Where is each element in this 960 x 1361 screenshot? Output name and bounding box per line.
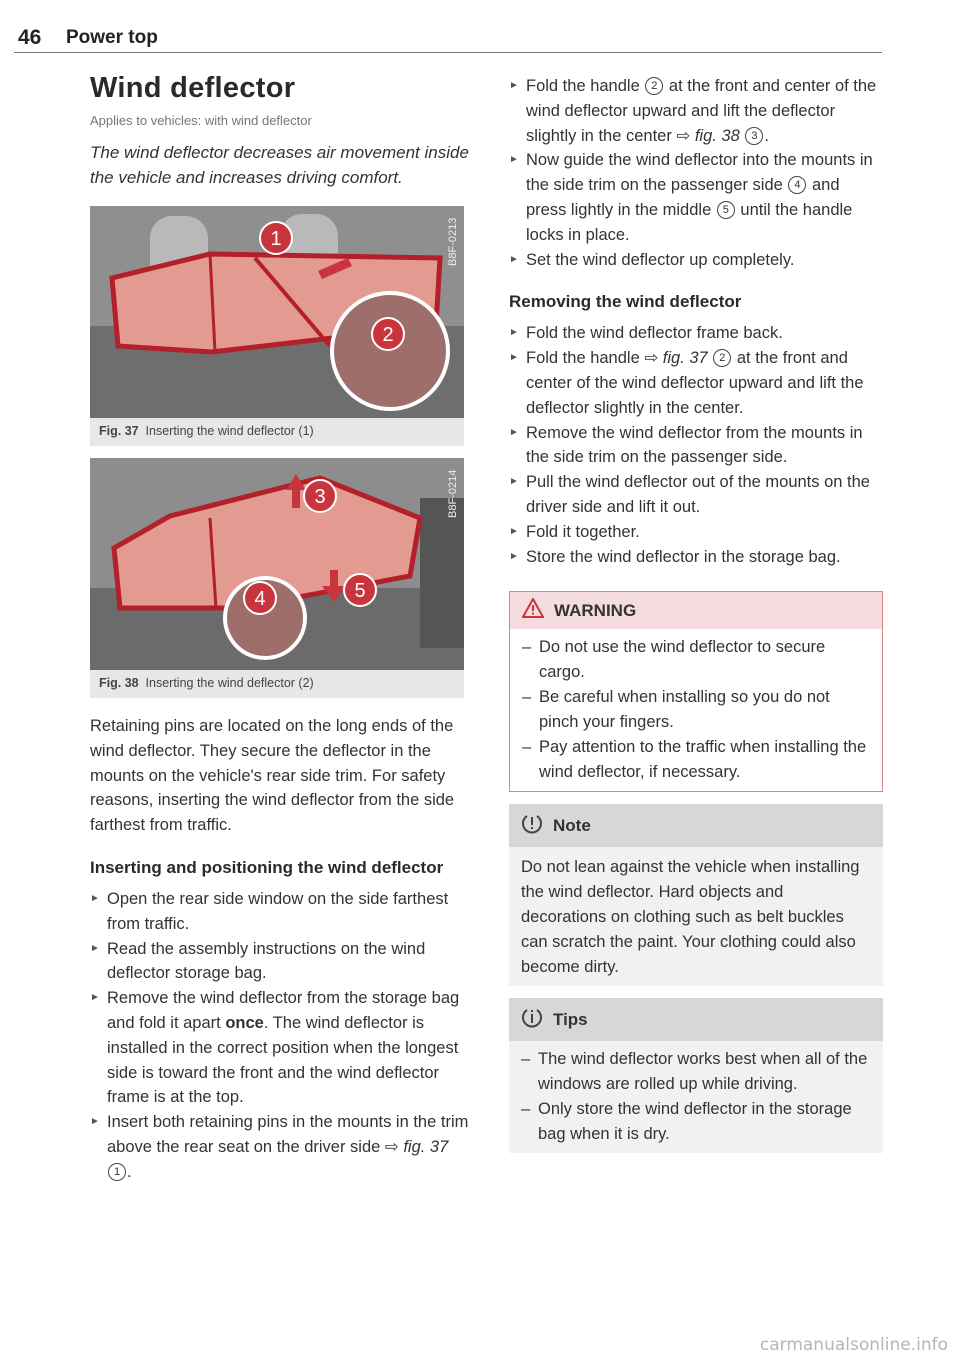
callout-1: 1 xyxy=(270,228,282,250)
list-item: ► Fold the wind deflector frame back. xyxy=(509,321,883,346)
applies-to-note: Applies to vehicles: with wind deflector xyxy=(90,113,312,128)
warning-list xyxy=(522,635,870,785)
callout-3: 3 xyxy=(314,486,326,508)
callout-2: 2 xyxy=(382,324,394,346)
figure-38-illustration xyxy=(90,458,464,670)
callout-4: 4 xyxy=(254,588,266,610)
figure-caption-text: Inserting the wind deflector (2) xyxy=(145,676,314,690)
exclamation-circle-icon xyxy=(521,812,543,839)
note-text: Do not lean against the vehicle when installing the wind deflector. Hard objects and decorations on clothing such as belt buckles can scratch the paint. Your clothing could also become dirty. xyxy=(521,858,860,977)
list-item: ► Open the rear side window on the side farthest from traffic. xyxy=(90,887,470,937)
figure-37 xyxy=(90,206,464,446)
note-box xyxy=(509,804,883,986)
inserting-heading: Inserting and positioning the wind deflector xyxy=(90,857,444,877)
list-item: ► Fold it together. xyxy=(509,520,883,545)
figure-code: B8F-0214 xyxy=(447,469,459,518)
figure-caption-text: Inserting the wind deflector (1) xyxy=(145,424,314,438)
list-item: ► Insert both retaining pins in the mounts in the trim above the rear seat on the driver side ⇨ fig. 37 1 . xyxy=(90,1110,470,1184)
note-title: Note xyxy=(553,815,591,835)
warning-header xyxy=(510,592,882,629)
tips-title: Tips xyxy=(553,1009,588,1029)
body-paragraph: Retaining pins are located on the long ends of the wind deflector. They secure the deflector in the mounts on the vehicle's rear side trim. For safety reasons, inserting the wind deflector from the side farthest from traffic. xyxy=(90,717,455,835)
list-item: – Only store the wind deflector in the storage bag when it is dry. xyxy=(521,1097,871,1147)
tips-header xyxy=(509,998,883,1041)
figure-reference-link: fig. 37 xyxy=(662,349,708,368)
inserting-steps-continued xyxy=(509,74,883,272)
page-header xyxy=(14,22,882,53)
figure-reference-link: fig. 38 xyxy=(694,126,740,145)
note-header xyxy=(509,804,883,847)
chapter-title: Power top xyxy=(66,27,158,48)
warning-box xyxy=(509,591,883,792)
list-item: ► Now guide the wind deflector into the mounts in the side trim on the passenger side 4 and press lightly in the middle 5 until the handle locks in place. xyxy=(509,148,883,247)
figure-label: Fig. 38 xyxy=(99,676,139,690)
removing-heading: Removing the wind deflector xyxy=(509,292,742,312)
list-item: ► Remove the wind deflector from the mounts in the side trim on the passenger side. xyxy=(509,421,883,471)
list-item: – Pay attention to the traffic when installing the wind deflector, if necessary. xyxy=(522,735,870,785)
callout-5: 5 xyxy=(354,580,366,602)
info-icon xyxy=(521,1006,543,1033)
intro-text: The wind deflector decreases air movement inside the vehicle and increases driving comfort. xyxy=(90,143,469,187)
list-item: – Be careful when installing so you do not pinch your fingers. xyxy=(522,685,870,735)
list-item: – Do not use the wind deflector to secure cargo. xyxy=(522,635,870,685)
warning-title: WARNING xyxy=(554,600,637,620)
figure-38-caption xyxy=(90,670,464,692)
list-item: ► Read the assembly instructions on the wind deflector storage bag. xyxy=(90,937,470,987)
figure-label: Fig. 37 xyxy=(99,424,139,438)
list-item: ► Fold the handle ⇨ fig. 37 2 at the front and center of the wind deflector upward and lift the deflector slightly in the center. xyxy=(509,346,883,420)
figure-37-illustration xyxy=(90,206,464,418)
section-title: Wind deflector xyxy=(90,72,296,104)
step-callout: 1 xyxy=(108,1163,126,1181)
figure-38 xyxy=(90,458,464,698)
page-number: 46 xyxy=(18,26,42,49)
list-item: ► Fold the handle 2 at the front and center of the wind deflector upward and lift the deflector slightly in the center ⇨ fig. 38 3 . xyxy=(509,74,883,148)
inserting-steps xyxy=(90,887,470,1185)
figure-code: B8F-0213 xyxy=(447,217,459,266)
tips-list xyxy=(521,1047,871,1147)
list-item: ► Store the wind deflector in the storage bag. xyxy=(509,545,883,570)
tips-box xyxy=(509,998,883,1153)
right-column xyxy=(509,74,883,1153)
list-item: – The wind deflector works best when all of the windows are rolled up while driving. xyxy=(521,1047,871,1097)
list-item: ► Remove the wind deflector from the storage bag and fold it apart once. The wind deflector is installed in the correct position when the longest side is toward the front and the wind deflector frame is at the top. xyxy=(90,986,470,1110)
list-item: ► Set the wind deflector up completely. xyxy=(509,248,883,273)
figure-reference-link: fig. 37 xyxy=(403,1137,449,1156)
footer-watermark: carmanualsonline.info xyxy=(759,1335,948,1355)
list-item: ► Pull the wind deflector out of the mounts on the driver side and lift it out. xyxy=(509,470,883,520)
figure-37-caption xyxy=(90,418,464,440)
warning-triangle-icon xyxy=(522,598,544,623)
left-column xyxy=(90,72,470,1185)
removing-steps xyxy=(509,321,883,569)
